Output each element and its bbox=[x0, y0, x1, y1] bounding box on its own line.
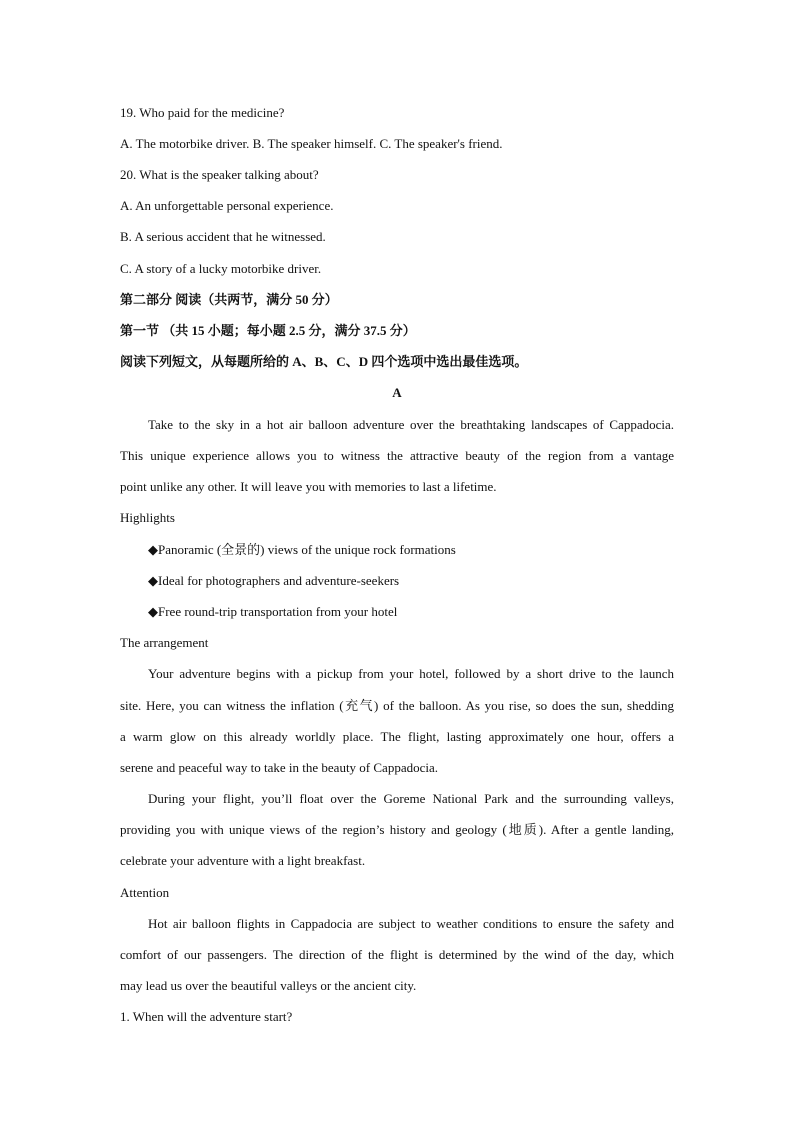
arrangement-p2-line-2: providing you with unique views of the region’s history and geology (地质). After a gentle landing, bbox=[120, 822, 674, 837]
arrangement-p1-line-3: a warm glow on this already worldly place. The flight, lasting approximately one hour, offers a bbox=[120, 729, 674, 744]
instruction-text: 阅读下列短文，从每题所给的 A、B、C、D 四个选项中选出最佳选项。 bbox=[120, 354, 528, 369]
arrangement-p1-line-4: serene and peaceful way to take in the beauty of Cappadocia. bbox=[120, 760, 438, 775]
question-20-option-b: B. A serious accident that he witnessed. bbox=[120, 229, 326, 244]
question-1: 1. When will the adventure start? bbox=[120, 1009, 293, 1024]
arrangement-p1-line-2: site. Here, you can witness the inflation (充气) of the balloon. As you rise, so does the sun, shedding bbox=[120, 698, 674, 713]
part-title: 第二部分 阅读（共两节，满分 50 分） bbox=[120, 292, 338, 307]
arrangement-p2-line-3: celebrate your adventure with a light breakfast. bbox=[120, 853, 366, 868]
arrangement-p2-line-1: During your flight, you’ll float over the Goreme National Park and the surrounding valleys, bbox=[148, 791, 674, 806]
highlight-item: ◆Ideal for photographers and adventure-seekers bbox=[148, 573, 400, 588]
highlight-item: ◆Free round-trip transportation from your hotel bbox=[148, 604, 398, 619]
attention-line-2: comfort of our passengers. The direction of the flight is determined by the wind of the day, which bbox=[120, 947, 674, 962]
intro-line-1: Take to the sky in a hot air balloon adventure over the breathtaking landscapes of Cappadocia. bbox=[148, 417, 674, 432]
attention-heading: Attention bbox=[120, 885, 170, 900]
passage-label: A bbox=[392, 385, 402, 400]
attention-line-3: may lead us over the beautiful valleys or the ancient city. bbox=[120, 978, 417, 993]
section-subtitle: 第一节 （共 15 小题；每小题 2.5 分，满分 37.5 分） bbox=[120, 323, 416, 338]
intro-line-3: point unlike any other. It will leave you with memories to last a lifetime. bbox=[120, 479, 497, 494]
question-19: 19. Who paid for the medicine? bbox=[120, 105, 285, 120]
highlight-item: ◆Panoramic (全景的) views of the unique rock formations bbox=[148, 542, 456, 557]
intro-line-2: This unique experience allows you to witness the attractive beauty of the region from a vantage bbox=[120, 448, 674, 463]
question-20-option-c: C. A story of a lucky motorbike driver. bbox=[120, 261, 322, 276]
question-19-options: A. The motorbike driver. B. The speaker himself. C. The speaker's friend. bbox=[120, 136, 503, 151]
arrangement-p1-line-1: Your adventure begins with a pickup from your hotel, followed by a short drive to the launch bbox=[148, 666, 674, 681]
attention-line-1: Hot air balloon flights in Cappadocia are subject to weather conditions to ensure the safety and bbox=[148, 916, 674, 931]
question-20: 20. What is the speaker talking about? bbox=[120, 167, 319, 182]
arrangement-heading: The arrangement bbox=[120, 635, 209, 650]
question-20-option-a: A. An unforgettable personal experience. bbox=[120, 198, 334, 213]
highlights-heading: Highlights bbox=[120, 510, 175, 525]
